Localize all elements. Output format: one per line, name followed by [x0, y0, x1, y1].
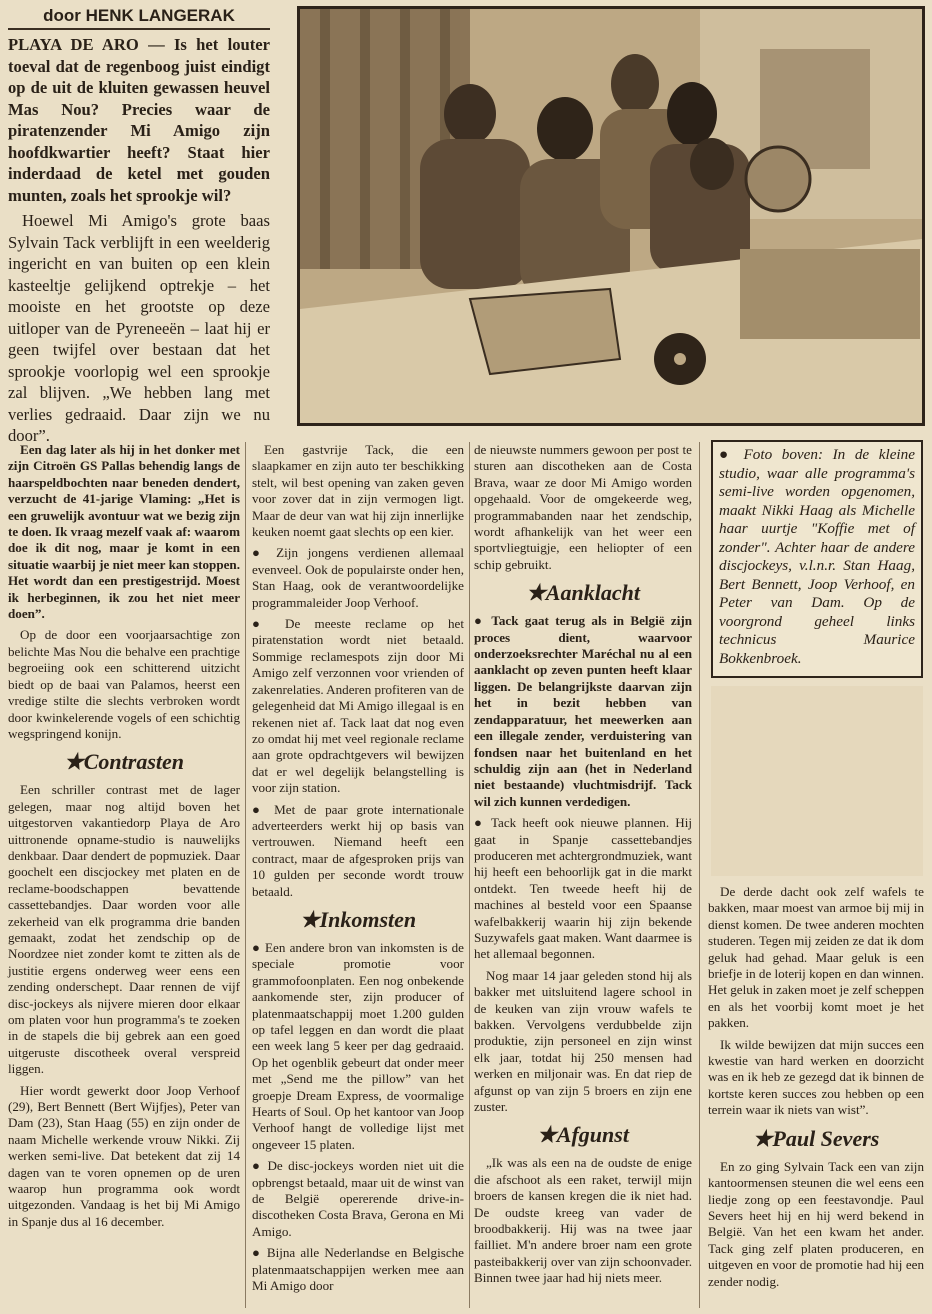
- paragraph: ● Een andere bron van inkomsten is de speciale promotie voor grammofoonplaten. Een nog onbekende aankomende ster, zijn producer of platenmaatschappij moet 1.200 gulden op tafel leggen en dan wordt die plaat een week lang 5 keer per dag gedraaid. Op het ogenblik gebeurt dat onder meer met „Send me the pillow” van het groepje Dream Express, de voormalige Hearts of Soul. Op het kantoor van Joop Verhoof hangt de volledige lijst met ongeveer 15 platen.: [252, 940, 464, 1153]
- paragraph: ● De meeste reclame op het piratenstation wordt niet betaald. Sommige reclamespots zijn door Mi Amigo zelf verzonnen voor vrienden of zakenrelaties. Anderen profiteren van de gelegenheid dat Mi Amigo illegaal is en rekenen niet af. Tack laat dat nog even zo omdat hij met veel regionale reclame aan grote opdrachtgevers wil bewijzen dat er wel degelijk belangstelling is voor zijn station.: [252, 616, 464, 796]
- paragraph: Ik wilde bewijzen dat mijn succes een kwestie van hard werken en doorzicht was en ik heb ze gezegd dat ik binnen de kortste keren succes zou hebben op een terrein waar ik niets van wist”.: [708, 1036, 924, 1118]
- equipment-rack: [740, 249, 920, 339]
- paragraph: Een schriller contrast met de lager gelegen, maar nog altijd boven het uitgestorven vakantiedorp Playa de Aro uittronende opname-studio is nauwelijks denkbaar. Daar dendert de popmuziek. Daar goochelt een discjockey met platen en de reclame-boodschappen bevattende cassettebandjes. Daar worden voor alle zekerheid van elk programma drie banden gemaakt, zodat het zendschip op de Noordzee niet zonder komt te zitten als de justitie ergens onderweg weer eens een zending onderschept. Daar rennen de vijf disc-jockeys als nijvere mieren door elkaar om platen voor hun programma's te zoeken in de stapels die bij gebrek aan een goed uitgeruste discotheek overal verspreid liggen.: [8, 782, 240, 1077]
- photo-caption: [711, 440, 923, 678]
- subheading-contrasten: [8, 748, 240, 776]
- paragraph: ● Tack gaat terug als in België zijn proces dient, waarvoor onderzoeksrechter Maréchal nu al een aanklacht op zeven punten heeft klaar liggen. De belangrijkste daarvan zijn het in bezit hebben van zendapparatuur, het meewerken aan een illegale zender, verduistering van fondsen naar het buitenland en het schuldig zijn aan (het in Nederland niet bestaande) vluchtmisdrijf. Tack wil zich kunnen verdedigen.: [474, 613, 692, 810]
- subheading-aanklacht: [474, 579, 692, 607]
- column-1: [8, 442, 240, 1235]
- column-2: [252, 442, 464, 1300]
- lead-article: [8, 34, 270, 451]
- star-icon: ★: [299, 906, 320, 932]
- paragraph: Een gastvrije Tack, die een slaapkamer en zijn auto ter beschikking stelt, wil best opening van zaken geven voor zover dat in zijn vermogen ligt. Maar de deur van wat hij zijn innerlijke keuken noemt gaat slechts op een kier.: [252, 442, 464, 540]
- subheading-text: Afgunst: [556, 1122, 629, 1148]
- column-3: [474, 442, 692, 1292]
- byline: door HENK LANGERAK: [8, 4, 270, 30]
- studio-photo-drawing: [300, 9, 922, 423]
- fan-shape: [746, 147, 810, 211]
- paragraph: Een dag later als hij in het donker met zijn Citroën GS Pallas behendig langs de haarspeldbochten naar beneden dendert, verzucht de 41-jarige Vlaming: „Het is een gruwelijk avontuur wat we bezig zijn te doen. Ik vraag mezelf vaak af: waarom doe ik dit nog, maar je komt in een situatie waarbij je niet meer kan stoppen. Het wordt dan een prestigestrijd. Moest ik herbeginnen, ik zou het niet meer doen”.: [8, 442, 240, 622]
- caption-text: ● Foto boven: In de kleine studio, waar alle programma's semi-live worden opgenomen, maakt Nikki Haag als Michelle haar uurtje "Koffie met of zonder". Achter haar de andere discjockeys, v.l.n.r. Stan Haag, Bert Bennett, Joop Verhoof, en Peter van Dam. Op de voorgrond geheel links technicus Maurice Bokkenbroek.: [719, 446, 915, 667]
- paragraph: En zo ging Sylvain Tack een van zijn kantoormensen steunen die wel eens een liedje zong op een feestavondje. Paul Severs heet hij en hij werd bekend in België. Van het een kwam het ander. Tack ging zelf platen produceren, en uitgeven en voor de promotie had hij een zender nodig.: [708, 1158, 924, 1289]
- star-icon: ★: [64, 749, 84, 775]
- column-4: [708, 884, 924, 1295]
- star-icon: ★: [526, 580, 546, 606]
- paragraph: ● Bijna alle Nederlandse en Belgische platenmaatschappijen werken mee aan Mi Amigo door: [252, 1245, 464, 1294]
- paragraph: ● Tack heeft ook nieuwe plannen. Hij gaat in Spanje cassettebandjes produceren met achtergrondmuziek, want hij heeft een behoorlijk gat in die markt ontdekt. Ten tweede heeft hij de machines al besteld voor een Spaanse wafelbakkerij waarin hij zijn bekende Suzywafels gaat maken. Want daarmee is het allemaal begonnen.: [474, 815, 692, 963]
- paragraph: de nieuwste nummers gewoon per post te sturen aan discotheken aan de Costa Brava, waar ze door Mi Amigo worden opgehaald. Voor de omgekeerde weg, programmabanden naar het zendschip, wordt afhankelijk van het weer een sportvliegtuigje, een heliopter of een schip gebruikt.: [474, 442, 692, 572]
- person-head: [611, 54, 659, 114]
- paragraph: Nog maar 14 jaar geleden stond hij als bakker met uitsluitend lagere school in de keuken van zijn vrouw wafels te bakken. Vervolgens verdubbelde zijn produktie, zijn personeel en zijn winst elk jaar, totdat hij 250 mensen had werken en miljonair was. En dat riep de afgunst op van zijn 5 broers en zijn ene zuster.: [474, 967, 692, 1115]
- column-divider: [699, 442, 700, 1308]
- person-head: [537, 97, 593, 161]
- person-head: [444, 84, 496, 144]
- subheading-text: Aanklacht: [545, 580, 640, 606]
- mixing-console: [470, 289, 620, 374]
- subheading-text: Paul Severs: [772, 1125, 880, 1151]
- paragraph: De derde dacht ook zelf wafels te bakken, maar moest van armoe bij mij in dienst komen. De twee anderen mochten studeren. Tegen mij zeiden ze dat ik dom geluk had gehad. Maar geluk is een briefje in de loterij kopen en dan winnen. Het geluk in zaken moet je zelf scheppen en als het voorbij komt moet je het pakken.: [708, 884, 924, 1031]
- paragraph: ● Zijn jongens verdienen allemaal evenveel. Ook de populairste onder hen, Stan Haag, ook de verantwoordelijke programmaleider Joop Verhoof.: [252, 545, 464, 611]
- subheading-inkomsten: [252, 906, 464, 934]
- lead-paragraph: Hoewel Mi Amigo's grote baas Sylvain Tack verblijft in een weelderig ingericht en van buiten op een klein kasteeltje gelijkend optrekje – het mooiste en het grootste op deze uitloper van de Pyreneeën – laat hij er geen twijfel over bestaan dat het sprookje voorlopig wel een sprookje zal blijven. „We hebben lang met verlies gedraaid. Daar zijn we nu door”.: [8, 211, 270, 445]
- blank-area: [711, 686, 923, 876]
- person-body: [420, 139, 530, 289]
- paragraph: Hier wordt gewerkt door Joop Verhoof (29), Bert Bennett (Bert Wijfjes), Peter van Dam (23), Stan Haag (55) en zijn onder de naam Michelle werkende vrouw Nikki. Zij werken semi-live. Dat betekent dat zij 14 dagen van te voren opnemen op de uren waarop hun programma ook wordt uitgezonden. Vandaag is het bij Mi Amigo in Spanje dus al 16 december.: [8, 1082, 240, 1229]
- person-head: [690, 138, 734, 190]
- subheading-paul-severs: [708, 1125, 924, 1153]
- column-divider: [245, 442, 246, 1308]
- paragraph: Op de door een voorjaarsachtige zon belichte Mas Nou die behalve een prachtige begroeiing ook een schitterend uitzicht biedt op de baai van Palamos, heerst een vredige stilte die slechts verbroken wordt door kwinkelerende vogels of een schichtig wegspringend konijn.: [8, 627, 240, 741]
- column-divider: [469, 442, 470, 1308]
- subheading-text: Contrasten: [83, 749, 184, 775]
- subheading-afgunst: [474, 1121, 692, 1149]
- studio-photo: [297, 6, 925, 426]
- person-head: [667, 82, 717, 146]
- lead-paragraph: PLAYA DE ARO — Is het louter toeval dat de regenboog juist eindigt op de uit de kluiten gewassen heuvel Mas Nou? Precies waar de piratenzender Mi Amigo zijn hoofdkwartier heeft? Staat hier inderdaad de ketel met gouden munten, zoals het sprookje wil?: [8, 35, 270, 205]
- paragraph: ● Met de paar grote internationale adverteerders werkt hij op basis van vertrouwen. Niemand heeft een contract, maar de afgesproken prijs van 10 gulden per seconde wordt trouw betaald.: [252, 802, 464, 900]
- paragraph: ● De disc-jockeys worden niet uit die opbrengst betaald, maar uit de winst van de België opererende drive-in-discotheken Costa Brava, Gerona en Mi Amigo.: [252, 1158, 464, 1240]
- star-icon: ★: [752, 1125, 773, 1151]
- subheading-text: Inkomsten: [319, 906, 417, 932]
- star-icon: ★: [537, 1122, 557, 1148]
- paragraph: „Ik was als een na de oudste de enige die afschoot als een raket, terwijl mijn broers de kansen kregen die ik niet had. De oudste kreeg van vader de broodbakkerij. Hij was na twee jaar failliet. M'n andere broer nam een grote pasteibakkerij over van zijn schoonvader. Binnen twee jaar had hij niets meer.: [474, 1155, 692, 1286]
